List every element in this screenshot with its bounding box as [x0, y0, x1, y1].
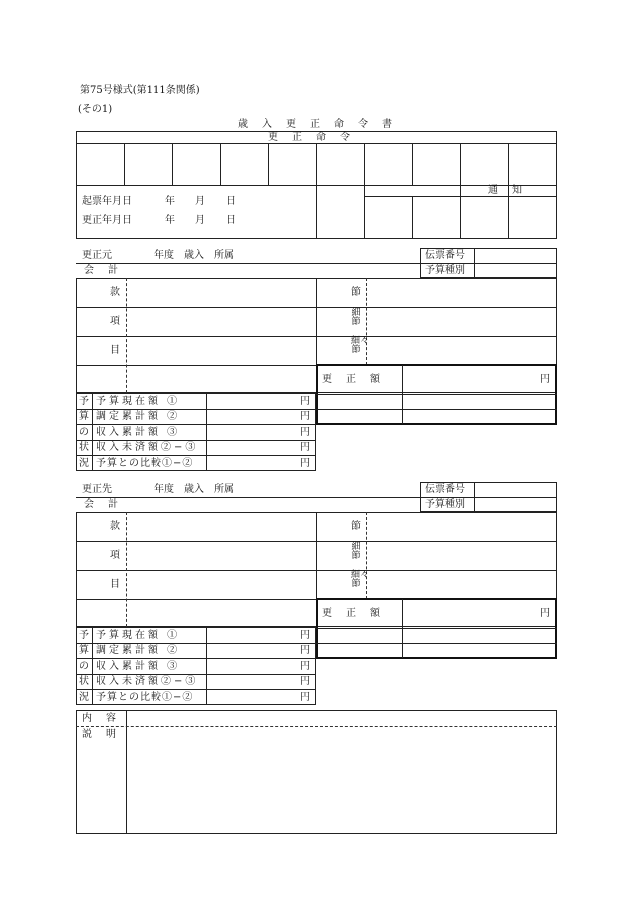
- content-box: [76, 710, 557, 834]
- yen-2: 円: [300, 411, 310, 422]
- affiliation-label: 所属: [214, 250, 234, 261]
- notice-label: 通知: [488, 185, 536, 196]
- corr-year-unit: 年: [165, 215, 175, 226]
- corr-day-unit: 日: [226, 215, 236, 226]
- budget-type-label-2: 予算種別: [425, 499, 465, 510]
- form-number: 第75号様式(第111条関係): [80, 85, 200, 96]
- kou-label-2: 項: [110, 550, 120, 561]
- source-label: 更正元: [82, 250, 112, 261]
- kou-label: 項: [110, 316, 120, 327]
- draft-month-unit: 月: [195, 196, 205, 207]
- saisetsu-label-2: 細節: [351, 542, 361, 561]
- affiliation-label-2: 所属: [214, 484, 234, 495]
- saisetsu-label: 細節: [351, 308, 361, 327]
- yen-5b: 円: [300, 692, 310, 703]
- approval-heading: 更正命令: [268, 132, 364, 143]
- status-row-2b: 調定累計額 ②: [96, 645, 181, 656]
- revenue-label: 歳入: [184, 250, 204, 261]
- correction-yen-2: 円: [540, 608, 550, 619]
- explanation-label: 説明: [82, 729, 130, 740]
- yen-3b: 円: [300, 661, 310, 672]
- yen-4: 円: [300, 442, 310, 453]
- status-row-5: 予算との比較①−②: [96, 458, 194, 469]
- content-label: 内容: [82, 713, 130, 724]
- moku-label: 目: [110, 345, 120, 356]
- yen-4b: 円: [300, 676, 310, 687]
- correction-amount-label-2: 更正額: [322, 608, 394, 619]
- status-row-1b: 予算現在額 ①: [96, 630, 181, 641]
- correction-yen: 円: [540, 374, 550, 385]
- status-row-4: 収入未済額②−③: [96, 442, 199, 453]
- correction-date-label: 更正年月日: [82, 215, 132, 226]
- revenue-label-2: 歳入: [184, 484, 204, 495]
- yen-1b: 円: [300, 630, 310, 641]
- corr-month-unit: 月: [195, 215, 205, 226]
- yen-1: 円: [300, 396, 310, 407]
- status-row-2: 調定累計額 ②: [96, 411, 181, 422]
- draft-day-unit: 日: [226, 196, 236, 207]
- accounting-label-2: 会計: [84, 499, 132, 510]
- kan-label-2: 款: [110, 521, 120, 532]
- saisaisetsu-label-2: 細々節: [351, 570, 370, 589]
- yen-3: 円: [300, 427, 310, 438]
- setsu-label: 節: [351, 287, 361, 298]
- accounting-label: 会計: [84, 265, 132, 276]
- moku-label-2: 目: [110, 579, 120, 590]
- setsu-label-2: 節: [351, 521, 361, 532]
- status-row-4b: 収入未済額②−③: [96, 676, 199, 687]
- status-row-1: 予算現在額 ①: [96, 396, 181, 407]
- kan-label: 款: [110, 287, 120, 298]
- correction-amount-label: 更正額: [322, 374, 394, 385]
- draft-year-unit: 年: [165, 196, 175, 207]
- yen-5: 円: [300, 458, 310, 469]
- status-row-3b: 収入累計額 ③: [96, 661, 181, 672]
- sub-number: (その1): [78, 104, 113, 115]
- budget-type-label: 予算種別: [425, 265, 465, 276]
- slip-number-label-2: 伝票番号: [425, 484, 465, 495]
- status-row-5b: 予算との比較①−②: [96, 692, 194, 703]
- status-row-3: 収入累計額 ③: [96, 427, 181, 438]
- dest-label: 更正先: [82, 484, 112, 495]
- draft-date-label: 起票年月日: [82, 196, 132, 207]
- form-title: 歳入更正命令書: [238, 119, 406, 130]
- fy-label: 年度: [154, 250, 174, 261]
- saisaisetsu-label: 細々節: [351, 336, 370, 355]
- fy-label-2: 年度: [154, 484, 174, 495]
- slip-number-label: 伝票番号: [425, 250, 465, 261]
- yen-2b: 円: [300, 645, 310, 656]
